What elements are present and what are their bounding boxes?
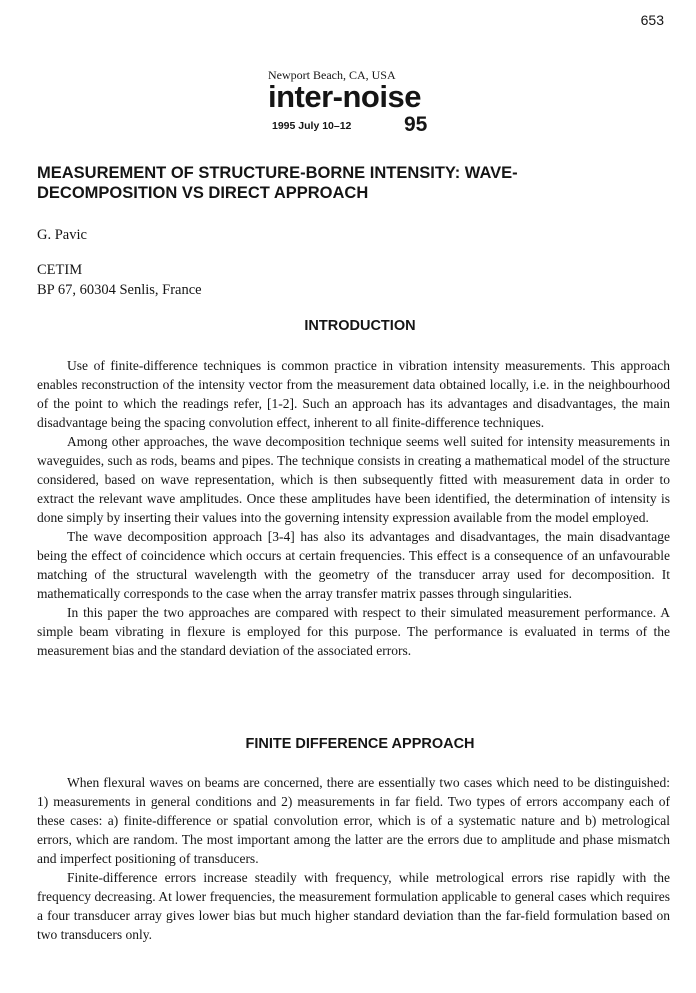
paragraph: Finite-difference errors increase steadily with frequency, while metrological errors rise rapidly with the frequency decreasing. At lower frequencies, the measurement formulation applicable to general cases which requires a four transducer array gives lower bias but much higher standard deviation than the far-field formulation based on two transducers only.: [37, 870, 670, 942]
affiliation-institution: CETIM: [37, 262, 83, 278]
conference-header: [0, 68, 696, 138]
section-heading-finite-difference: FINITE DIFFERENCE APPROACH: [245, 736, 475, 752]
finite-difference-body: [37, 773, 670, 944]
section-heading-introduction: INTRODUCTION: [304, 318, 416, 334]
paper-title: MEASUREMENT OF STRUCTURE-BORNE INTENSITY: WAVE-DECOMPOSITION VS DIRECT APPROACH: [37, 164, 518, 202]
conference-dates: 1995 July 10–12: [272, 120, 352, 132]
paragraph: In this paper the two approaches are compared with respect to their simulated measurement performance. A simple beam vibrating in flexure is employed for this purpose. The performance is evaluated in terms of the measurement bias and the standard deviation of the associated errors.: [37, 605, 670, 658]
affiliation-address: BP 67, 60304 Senlis, France: [37, 282, 202, 298]
introduction-body: [37, 356, 670, 660]
conference-logo: inter-noise: [268, 79, 421, 114]
paragraph: The wave decomposition approach [3-4] has also its advantages and disadvantages, the main disadvantage being the effect of coincidence which occurs at certain frequencies. This effect is a consequence of an unfavourable matching of the structural wavelength with the geometry of the transducer array used for decomposition. It mathematically corresponds to the case when the array transfer matrix passes through singularities.: [37, 529, 670, 601]
paragraph: Use of finite-difference techniques is common practice in vibration intensity measurements. This approach enables reconstruction of the intensity vector from the measurement data obtained locally, i.e. in the neighbourhood of the point to which the readings refer, [1-2]. Such an approach has its advantages and disadvantages, the main disadvantage being the spacing convolution effect, inherent to all finite-difference techniques.: [37, 358, 670, 430]
paragraph: When flexural waves on beams are concerned, there are essentially two cases which need to be distinguished: 1) measurements in general conditions and 2) measurements in far field. Two types of errors accompany each of these cases: a) finite-difference or spatial convolution error, which is of a systematic nature and b) metrological errors, which are random. The most important among the latter are the errors due to amplitude and phase mismatch and imperfect positioning of transducers.: [37, 775, 670, 866]
page-number: 653: [640, 12, 664, 28]
author-name: G. Pavic: [37, 227, 87, 243]
paragraph: Among other approaches, the wave decomposition technique seems well suited for intensity measurements in waveguides, such as rods, beams and pipes. The technique consists in creating a mathematical model of the structure considered, based on wave representation, which is then subsequently fitted with measurement data in order to extract the relevant wave amplitudes. Once these amplitudes have been identified, the determination of intensity is done simply by inserting their values into the governing intensity expression available from the model employed.: [37, 434, 670, 525]
conference-location: Newport Beach, CA, USA: [268, 68, 396, 82]
conference-year: 95: [404, 113, 428, 136]
